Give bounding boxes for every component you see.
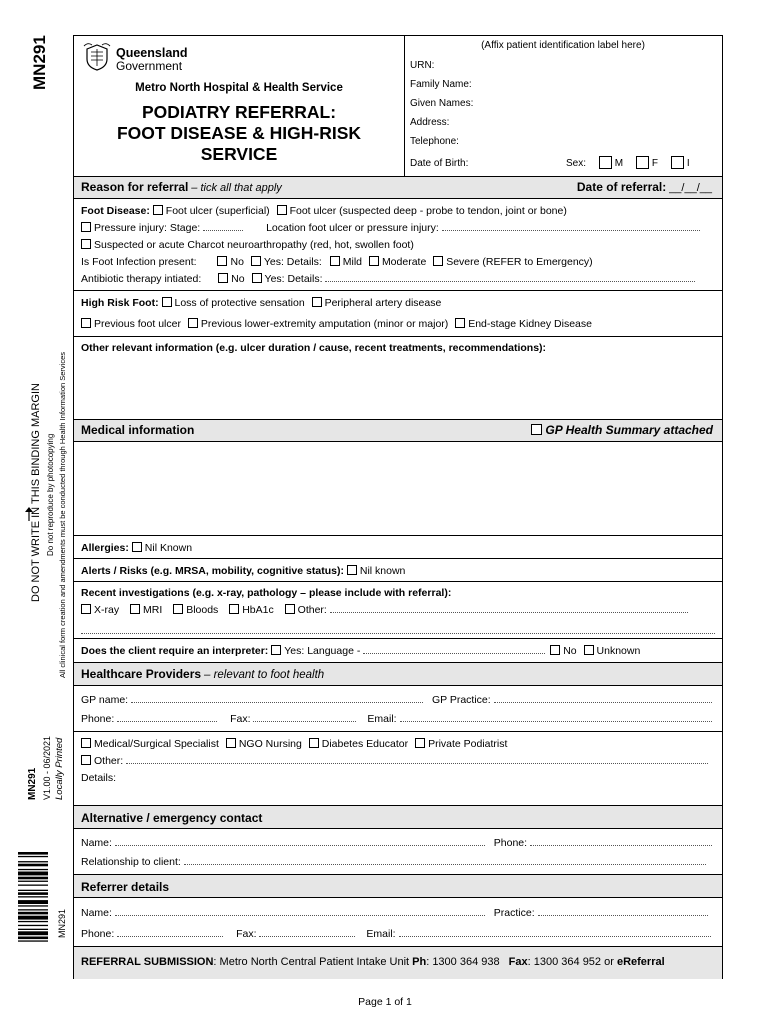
gp-row [81,694,715,706]
investigations-extra-line[interactable] [81,625,715,634]
interpreter-language-input[interactable] [363,645,545,654]
antibiotic-yes-label: Yes: Details: [264,273,323,285]
infection-label: Is Foot Infection present: [81,256,197,268]
sex-i-label: I [686,158,690,169]
prev-amputation-label: Previous lower-extremity amputation (minor or major) [200,318,449,330]
ulcer-deep-checkbox[interactable] [277,205,287,215]
barcode [18,852,48,970]
telephone-field[interactable]: Telephone: [410,136,459,147]
gp-fax-input[interactable] [253,713,356,722]
infection-no-label: No [230,256,244,268]
referrer-practice-label: Practice: [493,907,535,919]
gp-fax-label: Fax: [230,713,251,725]
title-line-1: PODIATRY REFERRAL: [141,102,337,122]
location-input[interactable] [442,222,700,231]
antibiotic-no-label: No [231,273,245,285]
brand-queensland: Queensland [116,46,188,60]
allergies-nil-checkbox[interactable] [132,542,142,552]
alerts-label: Alerts / Risks (e.g. MRSA, mobility, cognitive status): [81,565,344,577]
referrer-email-input[interactable] [399,928,711,937]
providers-heading-label: Healthcare Providers [81,667,202,681]
referrer-fax-input[interactable] [259,928,355,937]
date-of-referral-label: Date of referral: [576,180,667,194]
interpreter-yes-checkbox[interactable] [271,645,281,655]
form-code-small: MN291 [27,767,38,800]
submission-ereferral[interactable]: eReferral [616,956,665,968]
referrer-name-label: Name: [81,907,112,919]
referrer-contact-row [81,928,715,940]
pressure-injury-label: Pressure injury: Stage: [94,222,201,234]
allergies-row [81,542,715,554]
provider-types-row [81,738,715,750]
charcot-label: Suspected or acute Charcot neuroarthropathy (red, hot, swollen foot) [94,239,414,251]
referrer-name-input[interactable] [115,907,485,916]
interpreter-no-label: No [563,645,577,657]
alerts-nil-label: Nil known [359,565,406,577]
referrer-heading: Referrer details [81,880,170,894]
sex-label: Sex: [566,158,587,169]
brand-government: Government [116,59,183,73]
interpreter-label: Does the client require an interpreter: [81,645,269,657]
gp-email-input[interactable] [400,713,712,722]
infection-no-checkbox[interactable] [217,256,227,266]
antibiotic-details-input[interactable] [325,273,695,282]
antibiotic-label: Antibiotic therapy intiated: [81,273,202,285]
interpreter-row [81,645,715,657]
alt-relationship-row [81,856,715,868]
provider-other-label: Other: [94,755,124,767]
xray-label: X-ray [94,604,120,616]
ngo-checkbox[interactable] [226,738,236,748]
form-code-vertical: MN291 [30,35,49,90]
referrer-email-label: Email: [366,928,396,940]
interpreter-yes-label: Yes: Language - [284,645,361,657]
pressure-injury-checkbox[interactable] [81,222,91,232]
prev-amputation-checkbox[interactable] [188,318,198,328]
location-label: Location foot ulcer or pressure injury: [266,222,439,234]
gp-summary-label: GP Health Summary attached [545,423,713,437]
referrer-phone-label: Phone: [81,928,115,940]
foot-disease-row-3 [81,239,715,251]
submission-ph-value: : 1300 364 938 [426,956,500,968]
investigations-label: Recent investigations (e.g. x-ray, pathology – please include with referral): [81,587,452,599]
antibiotic-row [81,273,715,285]
gp-practice-label: GP Practice: [431,694,491,706]
reason-heading-note: – tick all that apply [191,182,282,194]
gp-phone-input[interactable] [117,713,217,722]
service-name: Metro North Hospital & Health Service [135,82,343,94]
alerts-nil-checkbox[interactable] [347,565,357,575]
alt-contact-name-row [81,837,715,849]
antibiotic-yes-checkbox[interactable] [252,273,262,283]
alt-name-input[interactable] [115,837,485,846]
submission-text: : Metro North Central Patient Intake Unit [213,956,410,968]
bloods-label: Bloods [186,604,219,616]
prev-ulcer-checkbox[interactable] [81,318,91,328]
no-photocopy-note: Do not reproduce by photocopying [46,433,55,556]
kidney-checkbox[interactable] [455,318,465,328]
sensation-checkbox[interactable] [162,297,172,307]
infection-yes-checkbox[interactable] [251,256,261,266]
sex-m-label: M [614,158,624,169]
alerts-row [81,565,715,577]
provider-other-input[interactable] [126,755,708,764]
alt-phone-input[interactable] [530,837,712,846]
referrer-fax-label: Fax: [236,928,257,940]
gp-practice-input[interactable] [494,694,712,703]
foot-disease-label: Foot Disease: [81,205,150,217]
submission-info [81,956,715,968]
bloods-checkbox[interactable] [173,604,183,614]
high-risk-row-1 [81,297,715,309]
queensland-crest-icon [83,41,111,71]
providers-heading [81,667,715,681]
investigations-other-label: Other: [297,604,327,616]
specialist-label: Medical/Surgical Specialist [94,738,219,750]
binding-arrow-icon [24,507,34,521]
infection-mild-checkbox[interactable] [330,256,340,266]
title-line-2: FOOT DISEASE & HIGH-RISK [116,123,362,143]
locally-printed-label: Locally Printed [54,737,65,800]
submission-fax-label: Fax [508,956,528,968]
urn-field[interactable]: URN: [410,60,435,71]
providers-heading-note: – relevant to foot health [203,669,325,681]
sex-f-label: F [651,158,659,169]
private-podiatrist-label: Private Podiatrist [428,738,508,750]
alt-phone-label: Phone: [493,837,528,849]
pad-label: Peripheral artery disease [324,297,442,309]
charcot-checkbox[interactable] [81,239,91,249]
gp-contact-row [81,713,715,725]
other-info-label: Other relevant information (e.g. ulcer duration / cause, recent treatments, recommendations): [81,342,547,354]
infection-severe-label: Severe (REFER to Emergency) [446,256,593,268]
sex-i-checkbox[interactable] [671,156,684,169]
reason-heading-label: Reason for referral [81,180,189,194]
ngo-label: NGO Nursing [238,738,302,750]
title-line-3: SERVICE [200,144,278,164]
mri-checkbox[interactable] [130,604,140,614]
foot-disease-row-1 [81,205,715,217]
diabetes-label: Diabetes Educator [321,738,409,750]
page-number: Page 1 of 1 [358,996,412,1008]
infection-moderate-label: Moderate [381,256,427,268]
gp-name-label: GP name: [81,694,129,706]
allergies-nil-label: Nil Known [144,542,193,554]
sex-f-checkbox[interactable] [636,156,649,169]
provider-details-label: Details: [81,772,117,784]
ulcer-deep-label: Foot ulcer (suspected deep - probe to tendon, joint or bone) [289,205,567,217]
gp-email-label: Email: [367,713,397,725]
alt-relationship-label: Relationship to client: [81,856,181,868]
alt-relationship-input[interactable] [184,856,706,865]
allergies-label: Allergies: [81,542,129,554]
pressure-stage-input[interactable] [203,222,243,231]
interpreter-unknown-checkbox[interactable] [584,645,594,655]
medical-info-textarea[interactable] [74,442,722,534]
gp-name-input[interactable] [131,694,423,703]
submission-label: REFERRAL SUBMISSION [81,956,214,968]
gp-summary-checkbox[interactable] [531,424,542,435]
dob-field[interactable]: Date of Birth: [410,158,469,169]
address-field[interactable]: Address: [410,117,450,128]
hba1c-checkbox[interactable] [229,604,239,614]
binding-margin-warning: DO NOT WRITE IN THIS BINDING MARGIN [30,383,42,602]
referral-form [73,35,723,979]
patient-affix-note: (Affix patient identification label here) [481,40,645,51]
medical-heading: Medical information [81,423,195,437]
mri-label: MRI [143,604,163,616]
investigations-other-checkbox[interactable] [285,604,295,614]
form-title [74,102,404,165]
foot-disease-row-2 [81,222,715,234]
interpreter-unknown-label: Unknown [596,645,641,657]
specialist-checkbox[interactable] [81,738,91,748]
alt-contact-heading: Alternative / emergency contact [81,811,263,825]
sex-field [566,156,690,169]
referrer-practice-input[interactable] [538,907,708,916]
prev-ulcer-label: Previous foot ulcer [94,318,181,330]
diabetes-checkbox[interactable] [309,738,319,748]
gp-phone-label: Phone: [81,713,115,725]
antibiotic-no-checkbox[interactable] [218,273,228,283]
submission-ph-label: Ph [412,956,427,968]
alt-name-label: Name: [81,837,112,849]
other-info-textarea[interactable] [74,356,722,418]
xray-checkbox[interactable] [81,604,91,614]
private-podiatrist-checkbox[interactable] [415,738,425,748]
investigations-options [81,604,715,616]
version-label: V1.00 - 06/2021 [42,735,52,800]
foot-infection-row [81,256,715,268]
barcode-code: MN291 [57,908,67,938]
ulcer-superficial-checkbox[interactable] [153,205,163,215]
date-of-referral[interactable] [577,180,712,194]
kidney-label: End-stage Kidney Disease [468,318,592,330]
gp-summary-attached[interactable] [531,423,713,437]
date-of-referral-value[interactable]: __/__/__ [669,182,712,194]
provider-other-row [81,755,715,767]
high-risk-row-2 [81,318,715,330]
provider-other-checkbox[interactable] [81,755,91,765]
infection-yes-label: Yes: Details: [263,256,322,268]
infection-moderate-checkbox[interactable] [369,256,379,266]
family-name-field[interactable]: Family Name: [410,79,472,90]
high-risk-label: High Risk Foot: [81,297,159,309]
infection-mild-label: Mild [342,256,363,268]
ulcer-superficial-label: Foot ulcer (superficial) [165,205,270,217]
hba1c-label: HbA1c [242,604,274,616]
referrer-name-row [81,907,715,919]
interpreter-no-checkbox[interactable] [550,645,560,655]
investigations-other-input[interactable] [330,604,688,613]
referrer-phone-input[interactable] [117,928,223,937]
infection-severe-checkbox[interactable] [433,256,443,266]
sex-m-checkbox[interactable] [599,156,612,169]
clinical-amendment-note: All clinical form creation and amendments must be conducted through Health Information Services [58,352,67,678]
submission-fax-value: : 1300 364 952 or [527,956,614,968]
given-names-field[interactable]: Given Names: [410,98,474,109]
sensation-label: Loss of protective sensation [174,297,305,309]
pad-checkbox[interactable] [312,297,322,307]
